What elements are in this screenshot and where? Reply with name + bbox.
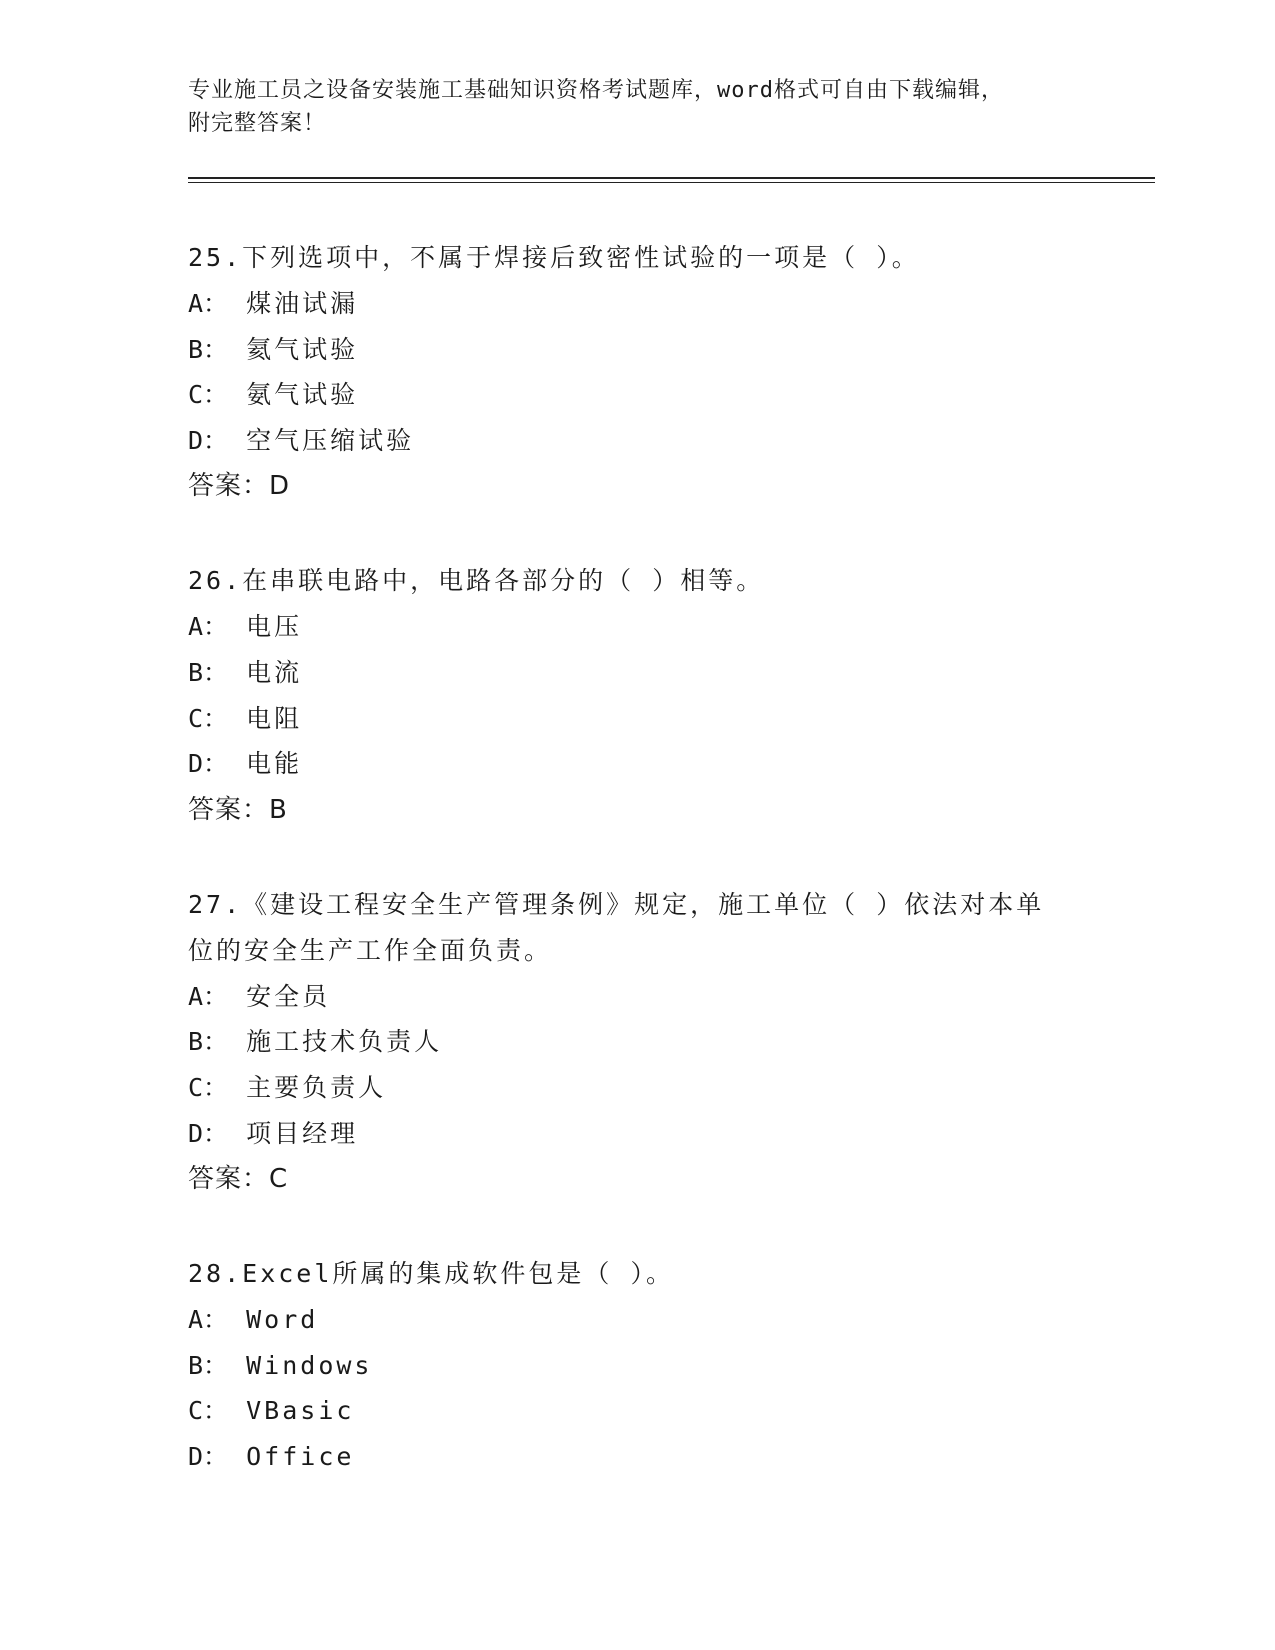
option-text: 电阻 bbox=[246, 703, 303, 733]
header-line-1: 专业施工员之设备安装施工基础知识资格考试题库，word格式可自由下载编辑， bbox=[188, 78, 1004, 103]
option-a bbox=[188, 1297, 1088, 1343]
option-letter: A： bbox=[188, 289, 229, 318]
option-a bbox=[188, 974, 1088, 1020]
option-letter: B： bbox=[188, 1027, 229, 1057]
question-26 bbox=[188, 558, 1088, 832]
option-a bbox=[188, 604, 1088, 650]
option-text: 电能 bbox=[246, 749, 303, 779]
answer-line: 答案：D bbox=[188, 471, 291, 502]
option-letter: C： bbox=[188, 1396, 229, 1426]
option-text: 电压 bbox=[246, 612, 303, 642]
header-line-2: 附完整答案！ bbox=[188, 111, 327, 136]
option-b bbox=[188, 1019, 1088, 1065]
option-text: 安全员 bbox=[246, 981, 331, 1011]
option-letter: A： bbox=[188, 1305, 229, 1335]
option-c bbox=[188, 696, 1088, 742]
header-divider-thin bbox=[188, 182, 1155, 183]
option-text: 主要负责人 bbox=[246, 1072, 387, 1102]
option-text: 电流 bbox=[246, 657, 303, 687]
option-c bbox=[188, 1065, 1088, 1111]
option-letter: D： bbox=[188, 425, 229, 455]
option-letter: D： bbox=[188, 1118, 229, 1148]
option-b bbox=[188, 1343, 1088, 1389]
option-b bbox=[188, 327, 1088, 373]
option-d bbox=[188, 1111, 1088, 1157]
option-letter: C： bbox=[188, 703, 229, 733]
option-letter: B： bbox=[188, 657, 229, 687]
question-stem: 25.下列选项中，不属于焊接后致密性试验的一项是（ ）。 bbox=[188, 243, 920, 272]
option-d bbox=[188, 418, 1088, 464]
question-stem: 28.Excel所属的集成软件包是（ ）。 bbox=[188, 1259, 674, 1289]
option-text: Windows bbox=[246, 1350, 373, 1380]
option-text: 煤油试漏 bbox=[246, 289, 359, 318]
question-27 bbox=[188, 882, 1088, 1202]
option-a bbox=[188, 281, 1088, 327]
option-d bbox=[188, 1434, 1088, 1480]
option-letter: A： bbox=[188, 612, 229, 642]
option-text: 项目经理 bbox=[246, 1118, 359, 1148]
option-letter: D： bbox=[188, 749, 229, 779]
answer-line: 答案：C bbox=[188, 1164, 289, 1195]
question-stem: 26.在串联电路中，电路各部分的（ ）相等。 bbox=[188, 566, 765, 596]
option-c bbox=[188, 1388, 1088, 1434]
question-stem: 27.《建设工程安全生产管理条例》规定，施工单位（ ）依法对本单位的安全生产工作全面负责。 bbox=[188, 889, 1045, 965]
option-text: Word bbox=[246, 1305, 319, 1335]
option-text: 空气压缩试验 bbox=[246, 425, 415, 455]
option-letter: D： bbox=[188, 1441, 229, 1471]
option-letter: B： bbox=[188, 334, 229, 364]
question-28 bbox=[188, 1251, 1088, 1479]
option-b bbox=[188, 650, 1088, 696]
option-d bbox=[188, 741, 1088, 787]
option-letter: B： bbox=[188, 1350, 229, 1380]
option-text: 氦气试验 bbox=[246, 334, 359, 364]
question-list bbox=[188, 235, 1088, 1480]
option-letter: A： bbox=[188, 981, 229, 1011]
option-text: 氨气试验 bbox=[246, 380, 359, 410]
answer-line: 答案：B bbox=[188, 794, 288, 825]
option-c bbox=[188, 372, 1088, 418]
document-header bbox=[188, 74, 1088, 140]
option-text: 施工技术负责人 bbox=[246, 1027, 443, 1057]
option-letter: C： bbox=[188, 1072, 229, 1102]
option-letter: C： bbox=[188, 380, 229, 410]
header-divider-thick bbox=[188, 177, 1155, 179]
option-text: Office bbox=[246, 1441, 355, 1471]
question-25 bbox=[188, 235, 1088, 509]
option-text: VBasic bbox=[246, 1396, 355, 1426]
